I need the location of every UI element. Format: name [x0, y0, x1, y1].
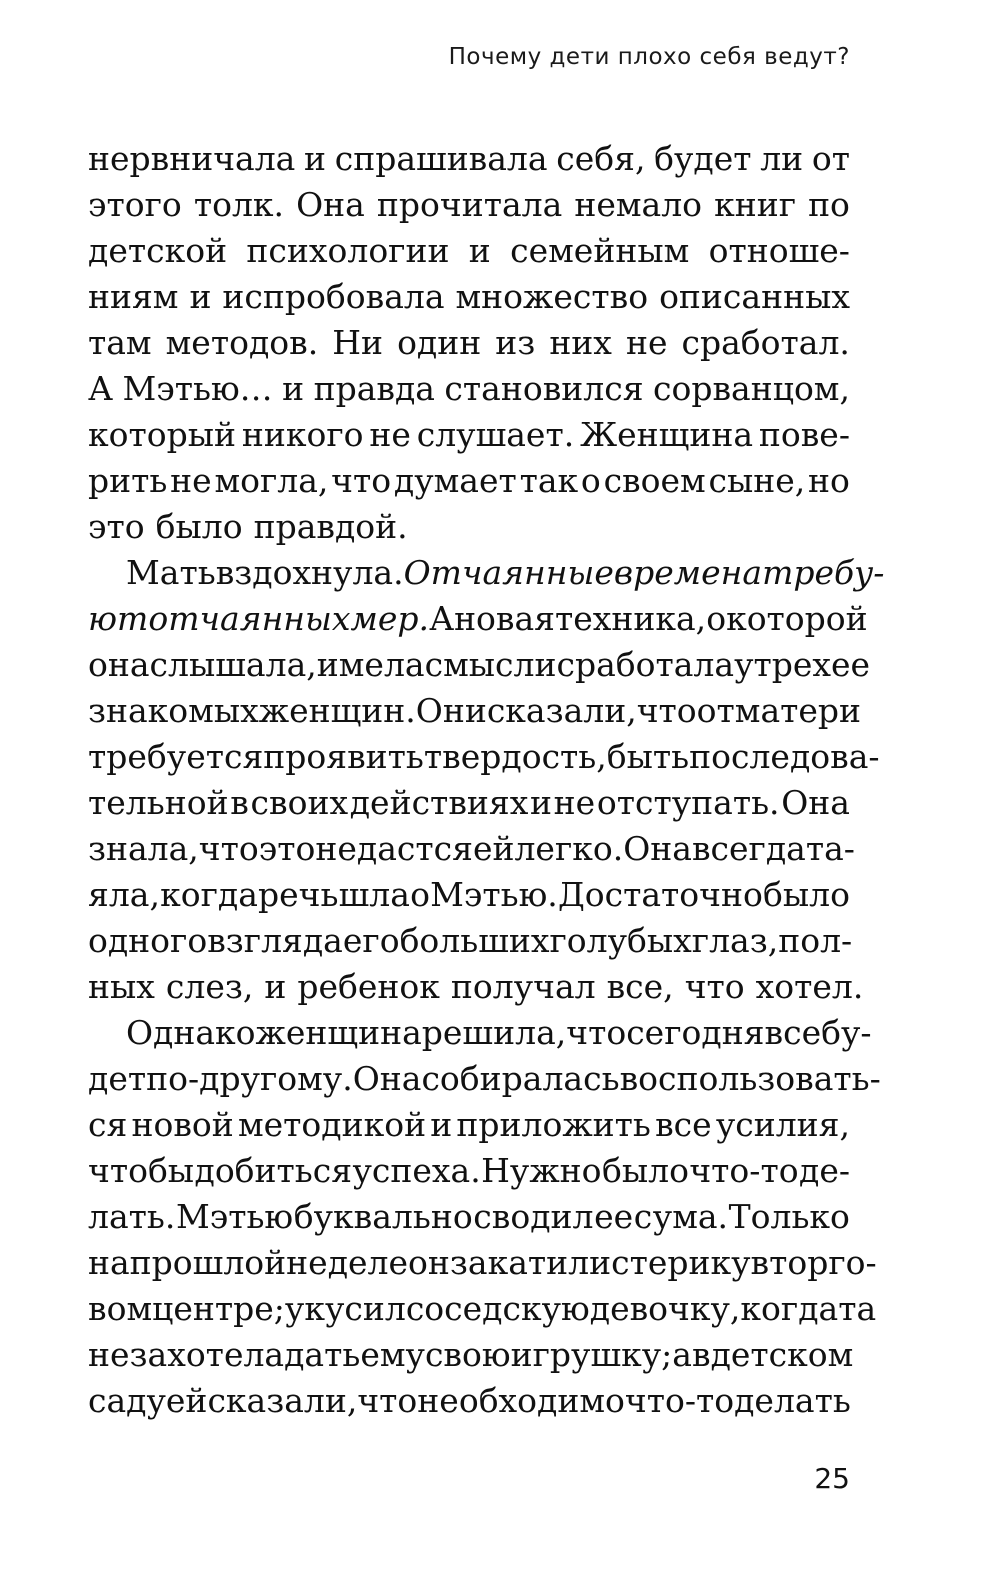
text-word: укусил [284, 1289, 406, 1328]
text-line [88, 1286, 877, 1332]
text-word: сработал. [681, 323, 850, 362]
text-word: необходимо [417, 1381, 625, 1420]
text-line [88, 918, 853, 964]
body-text [88, 136, 885, 1424]
text-word: матери [734, 691, 862, 730]
text-word: что [636, 691, 697, 730]
text-word: Она [352, 1059, 422, 1098]
text-word: все [764, 1013, 822, 1052]
text-word: игрушку; [510, 1335, 673, 1374]
text-word: ума. [652, 1197, 729, 1236]
text-word: собиралась [421, 1059, 620, 1098]
text-word: речь [258, 875, 339, 914]
text-word: в [750, 1243, 770, 1282]
text-word: проявить [263, 737, 424, 776]
text-word: все [655, 1105, 712, 1144]
text-word: описанных [659, 277, 850, 316]
text-word: усилия, [715, 1105, 850, 1144]
text-word: когда [740, 1289, 839, 1328]
text-word: Только [728, 1197, 850, 1236]
text-word: знала, [88, 829, 199, 868]
text-word: буквально [293, 1197, 473, 1236]
text-line [88, 550, 885, 596]
text-word: когда [160, 875, 258, 914]
text-line [88, 136, 850, 182]
text-word: могла, [214, 461, 329, 500]
text-word: он [408, 1243, 450, 1282]
text-word: спрашивала [334, 139, 548, 178]
text-word: книг [714, 185, 796, 224]
text-word: сказали, [486, 691, 637, 730]
text-line [88, 734, 880, 780]
text-word: слышала, [149, 645, 317, 684]
text-word: свою [424, 1335, 511, 1374]
text-word: неделе [286, 1243, 409, 1282]
text-word: что [198, 829, 259, 868]
text-word: трех [753, 645, 832, 684]
text-line [88, 1194, 850, 1240]
text-word: та- [805, 829, 855, 868]
text-word: лать. [88, 1197, 176, 1236]
text-word: истерику [589, 1243, 751, 1282]
text-word: сорванцом, [653, 369, 850, 408]
text-word: о [706, 599, 727, 638]
text-word: это [258, 829, 316, 868]
text-word: и [534, 645, 557, 684]
text-word: детской [88, 231, 228, 270]
text-word: взгляда [207, 921, 343, 960]
text-word: де- [799, 1151, 850, 1190]
text-line [88, 320, 850, 366]
text-word: сводил [473, 1197, 594, 1236]
text-line [88, 872, 850, 918]
text-word: новой [131, 1105, 234, 1144]
text-word: шла [338, 875, 410, 914]
text-word: дастся [356, 829, 473, 868]
text-word: Ни [332, 323, 384, 362]
text-word: хотел. [755, 967, 864, 1006]
text-word: психологии [246, 231, 450, 270]
text-line [88, 1056, 881, 1102]
text-word: тельной [88, 783, 229, 822]
text-line [88, 412, 850, 458]
text-word: ему [360, 1335, 425, 1374]
text-word: ся [88, 1105, 128, 1144]
text-line [88, 1102, 850, 1148]
text-word: думает [393, 461, 517, 500]
text-word: действиях [349, 783, 529, 822]
text-word: последова- [689, 737, 880, 776]
text-word: воспользовать- [619, 1059, 881, 1098]
text-line [88, 1378, 850, 1424]
text-word: ее [594, 1197, 634, 1236]
text-word: Она [296, 185, 365, 224]
text-word: правдой. [253, 507, 408, 546]
text-word: смысл [424, 645, 535, 684]
text-word: из [495, 323, 536, 362]
text-word: от [696, 691, 735, 730]
text-word: что [684, 967, 745, 1006]
text-word: центре; [152, 1289, 285, 1328]
text-word: прочитала [376, 185, 563, 224]
text-line [88, 780, 850, 826]
text-word: не [369, 415, 411, 454]
text-word: что [357, 1381, 418, 1420]
text-word: А [429, 599, 455, 638]
text-word: что [331, 461, 392, 500]
text-line [88, 504, 850, 550]
text-word: толк. [193, 185, 285, 224]
text-word: о [580, 461, 601, 500]
text-word: ных [88, 967, 155, 1006]
text-word: о [410, 875, 430, 914]
text-word: семейным [510, 231, 690, 270]
text-line [88, 642, 871, 688]
text-word: но [808, 461, 850, 500]
text-word: и [430, 1105, 453, 1144]
text-line [88, 458, 850, 504]
text-line [88, 366, 850, 412]
text-word: что-то [689, 1151, 799, 1190]
text-word: которой [726, 599, 868, 638]
text-word: глаз, [691, 921, 779, 960]
running-header: Почему дети плохо себя ведут? [448, 44, 850, 70]
text-word: будет [654, 139, 752, 178]
text-word: своих [250, 783, 349, 822]
text-word: захотела [129, 1335, 285, 1374]
text-word: было [601, 1151, 689, 1190]
text-word: Нужно [481, 1151, 602, 1190]
text-line [88, 228, 850, 274]
text-word: никого [241, 415, 364, 454]
text-word: дать [284, 1335, 361, 1374]
text-line [88, 274, 850, 320]
text-word: ей [165, 1381, 208, 1420]
text-word: них [549, 323, 612, 362]
text-word: Она [781, 783, 850, 822]
text-word: женщина [255, 1013, 422, 1052]
text-word: испробовала [222, 277, 445, 316]
text-word: своем [603, 461, 706, 500]
text-word: отступать. [596, 783, 780, 822]
text-word: ребенок [297, 967, 440, 1006]
text-word: нервничала [88, 139, 296, 178]
text-word: Отчаянные [403, 553, 614, 592]
text-word: мер. [350, 599, 430, 638]
text-word: бу- [821, 1013, 872, 1052]
text-word: так [519, 461, 579, 500]
text-word: от [811, 139, 850, 178]
text-word: методов. [165, 323, 319, 362]
text-word: и [530, 783, 552, 822]
text-word: было [155, 507, 243, 546]
text-word: дет [88, 1059, 147, 1098]
text-word: не [553, 783, 596, 822]
text-word: Однако [126, 1013, 256, 1052]
text-word: там [88, 323, 152, 362]
text-word: имела [316, 645, 425, 684]
text-word: техника, [555, 599, 707, 638]
text-word: ниям [88, 277, 179, 316]
text-word: Женщина [580, 415, 754, 454]
text-word: одного [88, 921, 208, 960]
text-word: сегодня [626, 1013, 765, 1052]
text-word: А [88, 369, 113, 408]
text-word: решила, [421, 1013, 567, 1052]
text-line [88, 1148, 850, 1194]
text-word: Мэтью [175, 1197, 294, 1236]
text-word: рить [88, 461, 168, 500]
text-word: ее [831, 645, 871, 684]
text-word: требуется [88, 737, 264, 776]
text-word: методикой [237, 1105, 427, 1144]
text-word: немало [574, 185, 703, 224]
text-word: Мать [126, 553, 216, 592]
text-word: делать [734, 1381, 851, 1420]
text-word: не [315, 829, 357, 868]
text-word: что [566, 1013, 627, 1052]
text-word: ют [88, 599, 149, 638]
text-word: множество [455, 277, 649, 316]
text-word: она [88, 645, 150, 684]
text-word: а [672, 1335, 692, 1374]
text-word: Мэтью. [430, 875, 558, 914]
text-line [88, 826, 855, 872]
text-word: саду [88, 1381, 166, 1420]
text-word: сыне, [708, 461, 806, 500]
text-word: и [264, 967, 287, 1006]
text-word: яла, [88, 875, 160, 914]
text-word: пол- [778, 921, 853, 960]
text-word: прошлой [129, 1243, 287, 1282]
text-word: времена [613, 553, 763, 592]
text-word: твердость, [423, 737, 607, 776]
text-word: отноше- [708, 231, 850, 270]
text-word: ли [760, 139, 804, 178]
text-line [88, 1010, 872, 1056]
text-word: по-другому. [146, 1059, 353, 1098]
text-word: не [88, 1335, 130, 1374]
text-word: у [734, 645, 754, 684]
text-word: Мэтью… [122, 369, 273, 408]
text-word: Она [623, 829, 692, 868]
text-word: это [88, 507, 145, 546]
text-word: чтобы [88, 1151, 195, 1190]
text-word: становился [444, 369, 644, 408]
text-word: вом [88, 1289, 153, 1328]
text-line [88, 1332, 854, 1378]
text-word: с [633, 1197, 653, 1236]
text-word: получал [450, 967, 596, 1006]
text-word: соседскую [405, 1289, 590, 1328]
page-number: 25 [814, 1462, 850, 1495]
text-word: по [808, 185, 850, 224]
text-word: не [625, 323, 668, 362]
text-word: отчаянных [148, 599, 351, 638]
text-word: женщин. [258, 691, 416, 730]
text-word: успеха. [352, 1151, 481, 1190]
text-word: торго- [769, 1243, 877, 1282]
text-word: сказали, [207, 1381, 358, 1420]
text-word: один [397, 323, 482, 362]
text-word: этого [88, 185, 182, 224]
text-word: всегда [691, 829, 806, 868]
text-word: вздохнула. [215, 553, 404, 592]
text-word: в [230, 783, 249, 822]
text-word: девочку, [589, 1289, 741, 1328]
text-word: больших [399, 921, 550, 960]
text-word: и [282, 369, 305, 408]
text-word: закатил [449, 1243, 590, 1282]
text-word: себя, [556, 139, 646, 178]
text-word: легко. [514, 829, 624, 868]
text-word: его [342, 921, 400, 960]
text-line [88, 688, 862, 734]
text-word: не [170, 461, 212, 500]
text-word: было [763, 875, 850, 914]
text-word: голубых [549, 921, 692, 960]
text-word: новая [454, 599, 555, 638]
text-word: сработала [556, 645, 735, 684]
text-word: правда [313, 369, 435, 408]
text-word: требу- [762, 553, 885, 592]
text-line [88, 1240, 877, 1286]
text-word: и [468, 231, 491, 270]
text-word: Достаточно [557, 875, 763, 914]
text-word: слушает. [416, 415, 575, 454]
text-word: на [88, 1243, 130, 1282]
text-line [88, 964, 864, 1010]
text-word: все, [606, 967, 674, 1006]
text-word: слез, [165, 967, 254, 1006]
text-word: знакомых [88, 691, 259, 730]
text-word: в [691, 1335, 711, 1374]
text-word: ей [472, 829, 515, 868]
text-word: что-то [624, 1381, 735, 1420]
text-line [88, 182, 850, 228]
text-word: Они [415, 691, 487, 730]
text-word: приложить [456, 1105, 651, 1144]
text-word: и [189, 277, 212, 316]
text-line [88, 596, 868, 642]
text-word: и [304, 139, 327, 178]
text-word: детском [710, 1335, 854, 1374]
text-word: который [88, 415, 237, 454]
text-word: добиться [194, 1151, 353, 1190]
text-word: быть [606, 737, 690, 776]
text-word: та [838, 1289, 877, 1328]
text-word: пове- [758, 415, 850, 454]
